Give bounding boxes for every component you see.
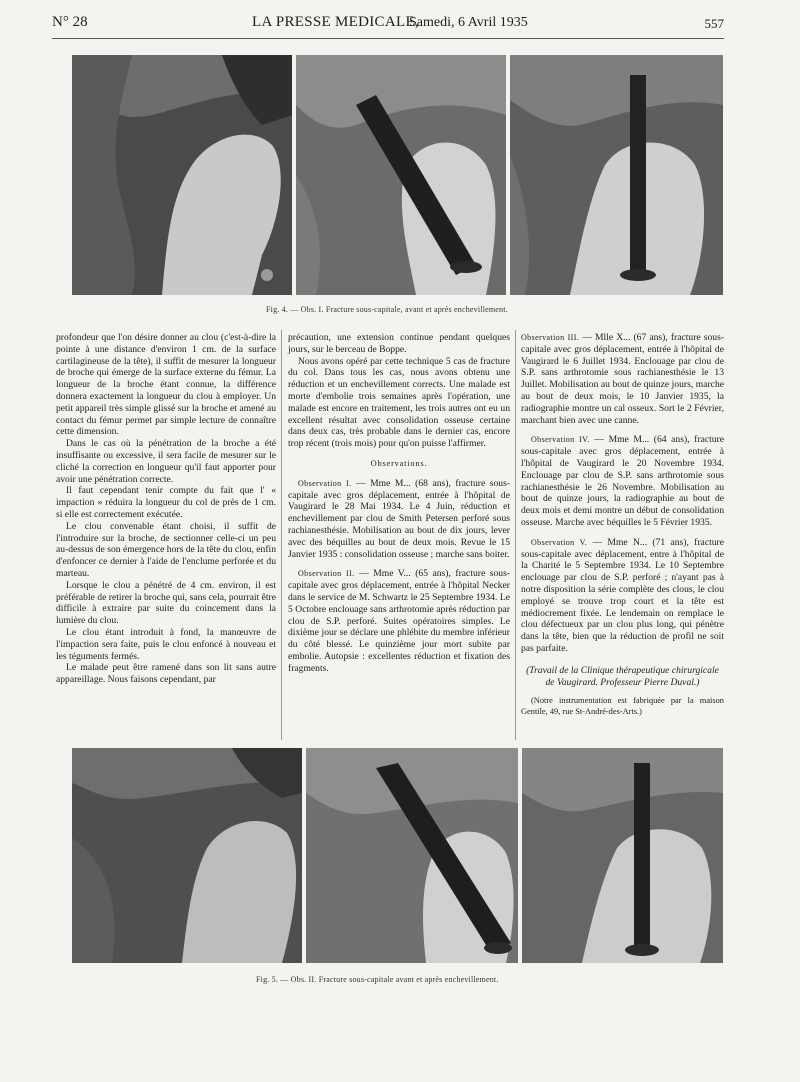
observation-1 <box>288 478 510 561</box>
col2-paragraph: Nous avons opéré par cette technique 5 cas de fracture du col. Dans tous les cas, nous avons obtenu une réduction et un enchevillement corrects. Une malade est morte d'embolie trois semaines après l'opération, une malade est encore en traitement, les trois autres ont eu un excellent résultat avec consolidation osseuse certaine dans deux cas, très probable dans le dernier cas, encore trop récent (trois mois) pour qu'on puisse l'affirmer. <box>288 355 510 450</box>
column-divider <box>515 330 516 740</box>
col1-paragraph: Le clou étant introduit à fond, la manœuvre de l'impaction sera faite, puis le clou enfoncé à nouveau et les téguments fermés. <box>56 626 276 662</box>
journal-title: LA PRESSE MEDICALE, <box>252 14 419 30</box>
col1-paragraph: Il faut cependant tenir compte du fait que l' « impaction » réduira la longueur du col de près de 1 cm. si elle est correctement exécutée. <box>56 485 276 520</box>
fig4-radiograph-before <box>72 55 292 295</box>
column-3 <box>521 332 724 717</box>
fig4-radiograph-during <box>296 55 506 295</box>
col1-paragraph: Le clou convenable étant choisi, il suffit de l'introduire sur la broche, de sectionner celle-ci un peu au-dessus de son émergence hors de la tête du clou, enfin d'enfoncer ce dernier à l'aide de l'enclume perforée et du marteau. <box>56 520 276 579</box>
observation-text: — Mme N... (71 ans), fracture sous-capitale avec déplacement, entre à l'hôpital de la Charité le 5 Septembre 1934. Le 10 Septembre enclouage par clou de S.P. perforé ; n'ayant pas à notre disposition la série complète des clous, le clou employé se trouve trop court et la tête est médiocrement fixée. Le lendemain on remplace le clou défectueux par un clou plus long, qui pénètre dans la tête, bien que la réduction de profil ne soit pas parfaite. <box>521 536 724 654</box>
issue-date: Samedi, 6 Avril 1935 <box>409 15 528 30</box>
fig4-caption: Fig. 4. — Obs. I. Fracture sous-capitale, avant et après enchevillement. <box>266 305 508 314</box>
page-header <box>52 14 724 36</box>
observation-label: Observation II. <box>298 569 355 579</box>
observation-4 <box>521 434 724 528</box>
observation-text: — Mlle X... (67 ans), fracture sous-capitale avec gros déplacement, entrée à l'hôpital de Vaugirard le 6 Juillet 1934. Enclouage par clou de S.P. sans arthrotomie sous rachianesthésie le 13 Juillet. Mobilisation au bout de quinze jours, marche au bout de deux mois, le 10 Janvier 1935, la radiographie montre un cal osseux. Sort le 2 Février, marchant bien avec une canne. <box>521 332 724 426</box>
fig4-radiograph-after <box>510 55 723 295</box>
col1-paragraph: Le malade peut être ramené dans son lit sans autre appareillage. Nous faisons cependant, par <box>56 662 276 686</box>
instrument-note: (Notre instrumentation est fabriquée par la maison Gentile, 49, rue St-André-des-Arts.) <box>521 696 724 716</box>
issue-number: N° 28 <box>52 14 88 30</box>
observation-3 <box>521 332 724 426</box>
column-1 <box>56 332 276 686</box>
observation-text: — Mme M... (68 ans), fracture sous-capitale avec gros déplacement, entrée à l'hôpital de Vaugirard le 28 Mai 1934. Le 4 Juin, réduction et enchevillement par clou de Smith Petersen perforé sous rachianesthésie. Mobilisation au bout de dix jours, lever avec des béquilles au bout de deux mois. Revue le 15 Janvier 1935 : consolidation osseuse ; marche sans boiter. <box>288 477 510 560</box>
observation-text: — Mme V... (65 ans), fracture sous-capitale avec gros déplacement, entrée à l'hôpital Necker dans le service de M. Schwartz le 25 Septembre 1934. Le 5 Octobre enclouage sans arthrotomie après réduction par clou de S.P. perforé. Suites opératoires simples. Le dixième jour se déclare une phlébite du membre inférieur du côté blessé. Le quinzième jour mort subite par embolie. Autopsie : excellentes réduction et fixation des fragments. <box>288 568 511 674</box>
fig5-radiograph-after <box>522 748 723 963</box>
observation-text: — Mme M... (64 ans), fracture sous-capitale avec gros déplacement, entrée à l'hôpital de Vaugirard le 20 Novembre 1934. Enclouage par clou de S.P. sans arthrotomie sous rachianesthésie le 26 Novembre. Mobilisation au bout de quinze jours, la radiographie au bout de deux mois et demi montre un début de consolidation osseuse. Marche avec béquilles le 5 Février 1935. <box>521 434 724 528</box>
observation-label: Observation IV. <box>531 435 590 445</box>
observations-heading: Observations. <box>370 458 428 468</box>
column-divider <box>281 330 282 740</box>
observation-2 <box>288 568 510 674</box>
fig5-caption: Fig. 5. — Obs. II. Fracture sous-capitale avant et après enchevillement. <box>256 975 499 984</box>
observation-label: Observation III. <box>521 333 580 342</box>
observation-5 <box>521 537 724 655</box>
credit-note: (Travail de la Clinique thérapeutique chirurgicale de Vaugirard. Professeur Pierre Duval.) <box>526 664 719 688</box>
col1-paragraph: profondeur que l'on désire donner au clou (c'est-à-dire la pointe à une distance d'environ 1 cm. de la surface cartilagineuse de la tête), il suffit de mesurer la longueur de broche qui émerge de la surface externe du fémur. La longueur de la broche étant connue, la différence donnera exactement la longueur du clou à employer. Un petit appareil très simple glissé sur la broche et amené au contact du fémur permet par simple lecture de connaître cette dimension. <box>56 332 276 438</box>
fig5-radiograph-before <box>72 748 302 963</box>
page-number: 557 <box>704 16 724 31</box>
col2-paragraph: précaution, une extension continue pendant quelques jours, sur le berceau de Boppe. <box>288 332 510 355</box>
fig5-radiograph-during <box>306 748 518 963</box>
column-2 <box>288 332 510 675</box>
observation-label: Observation V. <box>531 537 588 547</box>
header-rule <box>52 38 724 39</box>
col1-paragraph: Dans le cas où la pénétration de la broche a été insuffisante ou excessive, il sera facile de mesurer sur le cliché la correction en longueur qu'il faut apporter pour avoir une pénétration correcte. <box>56 438 276 485</box>
col1-paragraph: Lorsque le clou a pénétré de 4 cm. environ, il est préférable de retirer la broche qui, sans cela, pourrait être difficile à extraire par suite du coincement dans la lumière du clou. <box>56 579 276 627</box>
observation-label: Observation I. <box>298 478 352 488</box>
